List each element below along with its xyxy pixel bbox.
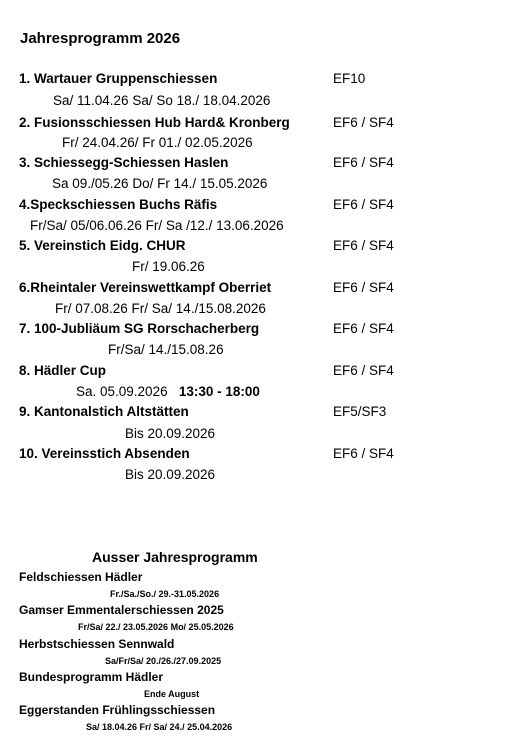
event-date: Fr/Sa/ 14./15.08.26 xyxy=(108,342,224,357)
extra-date: Ende August xyxy=(144,689,200,699)
event-date xyxy=(76,384,260,399)
event-title: 10. Vereinsstich Absenden xyxy=(19,446,190,461)
event-title: 4.Speckschiessen Buchs Räfis xyxy=(19,197,218,212)
event-date-text: Sa. 05.09.2026 xyxy=(76,384,168,399)
event-date: Sa/ 11.04.26 Sa/ So 18./ 18.04.2026 xyxy=(53,93,271,108)
section-header: Ausser Jahresprogramm xyxy=(92,549,258,565)
event-title: 6.Rheintaler Vereinswettkampf Oberriet xyxy=(19,280,272,295)
extra-date: Fr/Sa/ 22./ 23.05.2026 Mo/ 25.05.2026 xyxy=(78,622,234,632)
event-title: 1. Wartauer Gruppenschiessen xyxy=(19,71,218,86)
event-date: Bis 20.09.2026 xyxy=(125,426,216,441)
extra-date: Fr./Sa./So./ 29.-31.05.2026 xyxy=(110,589,220,599)
event-class: EF10 xyxy=(333,71,366,86)
extra-title: Herbstschiessen Sennwald xyxy=(19,637,175,651)
extra-title: Gamser Emmentalerschiessen 2025 xyxy=(19,603,224,617)
event-title: 7. 100-Jubliäum SG Rorschacherberg xyxy=(19,321,260,336)
event-class: EF6 / SF4 xyxy=(333,238,394,253)
event-class: EF5/SF3 xyxy=(333,404,387,419)
event-title: 3. Schiessegg-Schiessen Haslen xyxy=(19,155,229,170)
event-class: EF6 / SF4 xyxy=(333,321,394,336)
event-date: Bis 20.09.2026 xyxy=(125,467,216,482)
event-class: EF6 / SF4 xyxy=(333,155,394,170)
event-class: EF6 / SF4 xyxy=(333,197,394,212)
event-title: 2. Fusionsschiessen Hub Hard& Kronberg xyxy=(19,115,290,130)
event-title: 9. Kantonalstich Altstätten xyxy=(19,404,189,419)
extra-title: Bundesprogramm Hädler xyxy=(19,670,164,684)
event-class: EF6 / SF4 xyxy=(333,363,394,378)
extra-date: Sa/Fr/Sa/ 20./26./27.09.2025 xyxy=(105,656,222,666)
event-class: EF6 / SF4 xyxy=(333,115,394,130)
page-title: Jahresprogramm 2026 xyxy=(20,30,181,47)
event-title: 8. Hädler Cup xyxy=(19,363,107,378)
event-date: Fr/ 19.06.26 xyxy=(132,259,205,274)
event-date: Fr/ 24.04.26/ Fr 01./ 02.05.2026 xyxy=(62,135,253,150)
event-class: EF6 / SF4 xyxy=(333,280,394,295)
event-class: EF6 / SF4 xyxy=(333,446,394,461)
extra-date: Sa/ 18.04.26 Fr/ Sa/ 24./ 25.04.2026 xyxy=(86,722,233,732)
event-title: 5. Vereinstich Eidg. CHUR xyxy=(19,238,186,253)
extra-title: Eggerstanden Frühlingsschiessen xyxy=(19,703,216,717)
event-date: Fr/ 07.08.26 Fr/ Sa/ 14./15.08.2026 xyxy=(55,301,266,316)
event-date: Fr/Sa/ 05/06.06.26 Fr/ Sa /12./ 13.06.2026 xyxy=(30,218,284,233)
event-date: Sa 09./05.26 Do/ Fr 14./ 15.05.2026 xyxy=(52,176,268,191)
event-time: 13:30 - 18:00 xyxy=(178,384,260,399)
extra-title: Feldschiessen Hädler xyxy=(19,570,143,584)
